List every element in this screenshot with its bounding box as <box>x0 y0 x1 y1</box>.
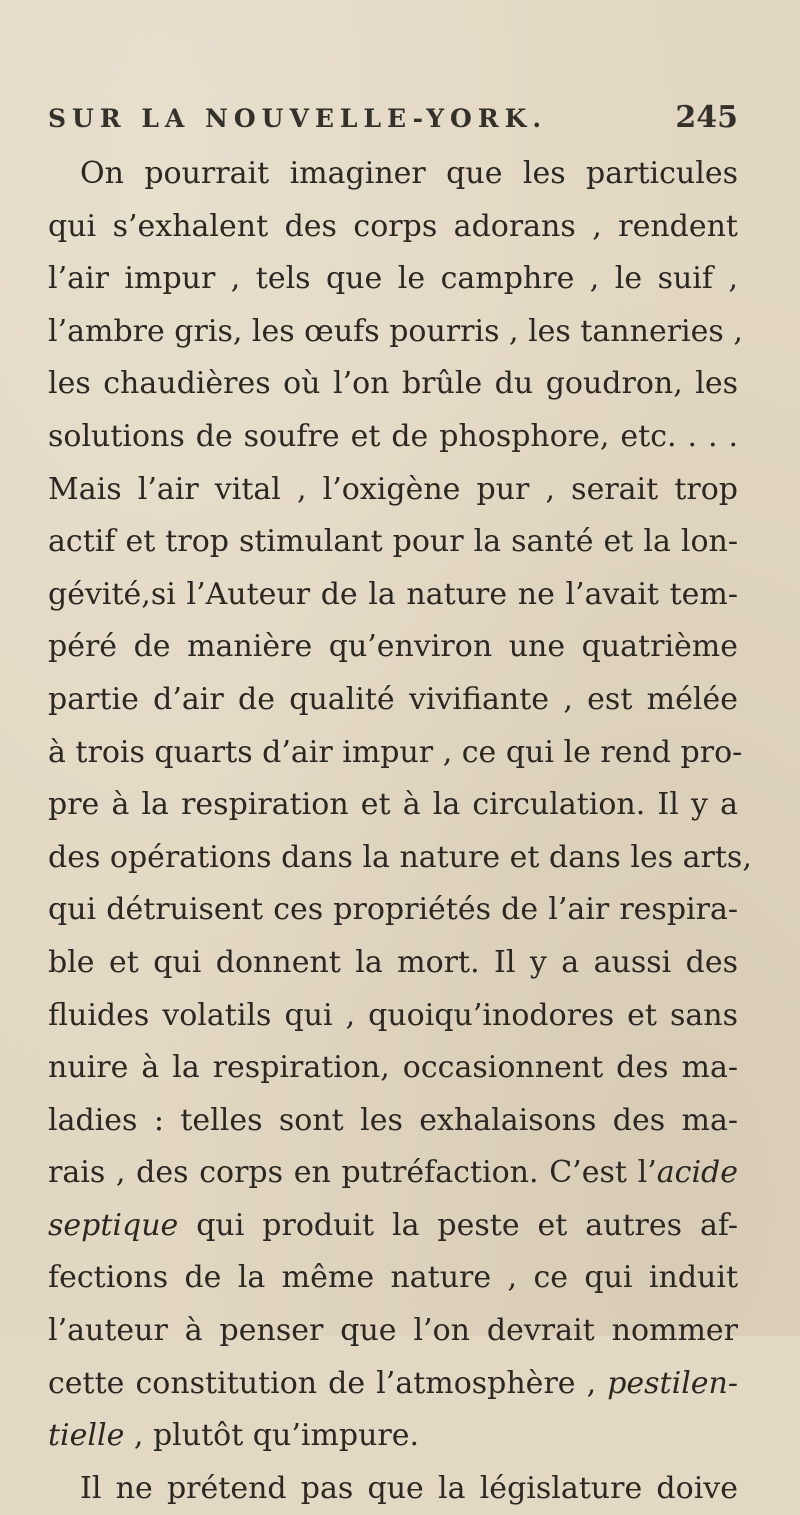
text-line <box>48 569 738 622</box>
text-line <box>48 201 738 254</box>
text-line <box>48 253 738 306</box>
text-segment: fections de la même nature , ce qui induit <box>48 1260 738 1296</box>
text-line <box>48 306 743 359</box>
text-segment: nuire à la respiration, occasionnent des ma- <box>48 1050 738 1086</box>
text-segment: rais , des corps en putréfaction. C’est l’ <box>48 1155 657 1191</box>
text-line <box>48 148 738 201</box>
text-line <box>48 411 738 464</box>
text-segment: Il ne prétend pas que la législature doive <box>80 1470 738 1506</box>
italic-text: septique <box>48 1207 179 1243</box>
text-line <box>48 990 738 1043</box>
text-line <box>48 516 738 569</box>
text-segment: actif et trop stimulant pour la santé et la lon- <box>48 524 738 560</box>
italic-text: tielle <box>48 1418 125 1454</box>
text-line <box>48 884 738 937</box>
text-line <box>48 1410 738 1463</box>
text-segment: à trois quarts d’air impur , ce qui le rend pro- <box>48 734 743 770</box>
text-segment: Mais l’air vital , l’oxigène pur , serait trop <box>48 471 738 507</box>
text-segment: qui produit la peste et autres af- <box>178 1207 738 1243</box>
text-segment: , plutôt qu’impure. <box>124 1418 420 1454</box>
body-text <box>48 148 752 1515</box>
text-segment: ladies : telles sont les exhalaisons des ma- <box>48 1102 738 1138</box>
text-segment: qui s’exhalent des corps adorans , rendent <box>48 208 738 244</box>
text-line <box>48 1358 738 1411</box>
italic-text: acide <box>656 1155 738 1191</box>
text-segment: solutions de soufre et de phosphore, etc. . . . <box>48 418 738 454</box>
text-line <box>48 779 738 832</box>
text-line <box>48 1252 738 1305</box>
text-line <box>48 1200 738 1253</box>
text-line <box>48 727 743 780</box>
text-line <box>48 1147 738 1200</box>
text-segment: partie d’air de qualité vivifiante , est mélée <box>48 681 738 717</box>
text-line <box>48 621 738 674</box>
text-segment: cette constitution de l’atmosphère , <box>48 1365 608 1401</box>
page-number: 245 <box>675 100 738 135</box>
text-segment: les chaudières où l’on brûle du goudron, les <box>48 366 738 402</box>
text-segment: On pourrait imaginer que les particules <box>80 156 738 191</box>
text-line <box>48 832 752 885</box>
text-segment: qui détruisent ces propriétés de l’air respira- <box>48 892 738 928</box>
running-title: SUR LA NOUVELLE-YORK. <box>48 104 548 133</box>
text-line <box>48 358 738 411</box>
text-segment: l’air impur , tels que le camphre , le suif , <box>48 261 738 297</box>
text-segment: pre à la respiration et à la circulation. Il y a <box>48 787 738 823</box>
text-segment: l’ambre gris, les œufs pourris , les tanneries , <box>48 313 743 349</box>
text-segment: gévité,si l’Auteur de la nature ne l’avait tem- <box>48 576 738 612</box>
page-header <box>48 98 738 138</box>
text-segment: ble et qui donnent la mort. Il y a aussi des <box>48 944 738 980</box>
text-segment: fluides volatils qui , quoiqu’inodores et sans <box>48 997 738 1033</box>
text-segment: péré de manière qu’environ une quatrième <box>48 629 738 665</box>
text-line <box>48 937 738 990</box>
text-segment: l’auteur à penser que l’on devrait nommer <box>48 1313 738 1349</box>
text-line <box>48 1463 738 1515</box>
text-segment: des opérations dans la nature et dans les arts, <box>48 839 752 875</box>
text-line <box>48 1042 738 1095</box>
text-line <box>48 674 738 727</box>
text-line <box>48 1095 738 1148</box>
text-line <box>48 464 738 517</box>
text-line <box>48 1305 738 1358</box>
italic-text: pestilen- <box>607 1365 738 1401</box>
